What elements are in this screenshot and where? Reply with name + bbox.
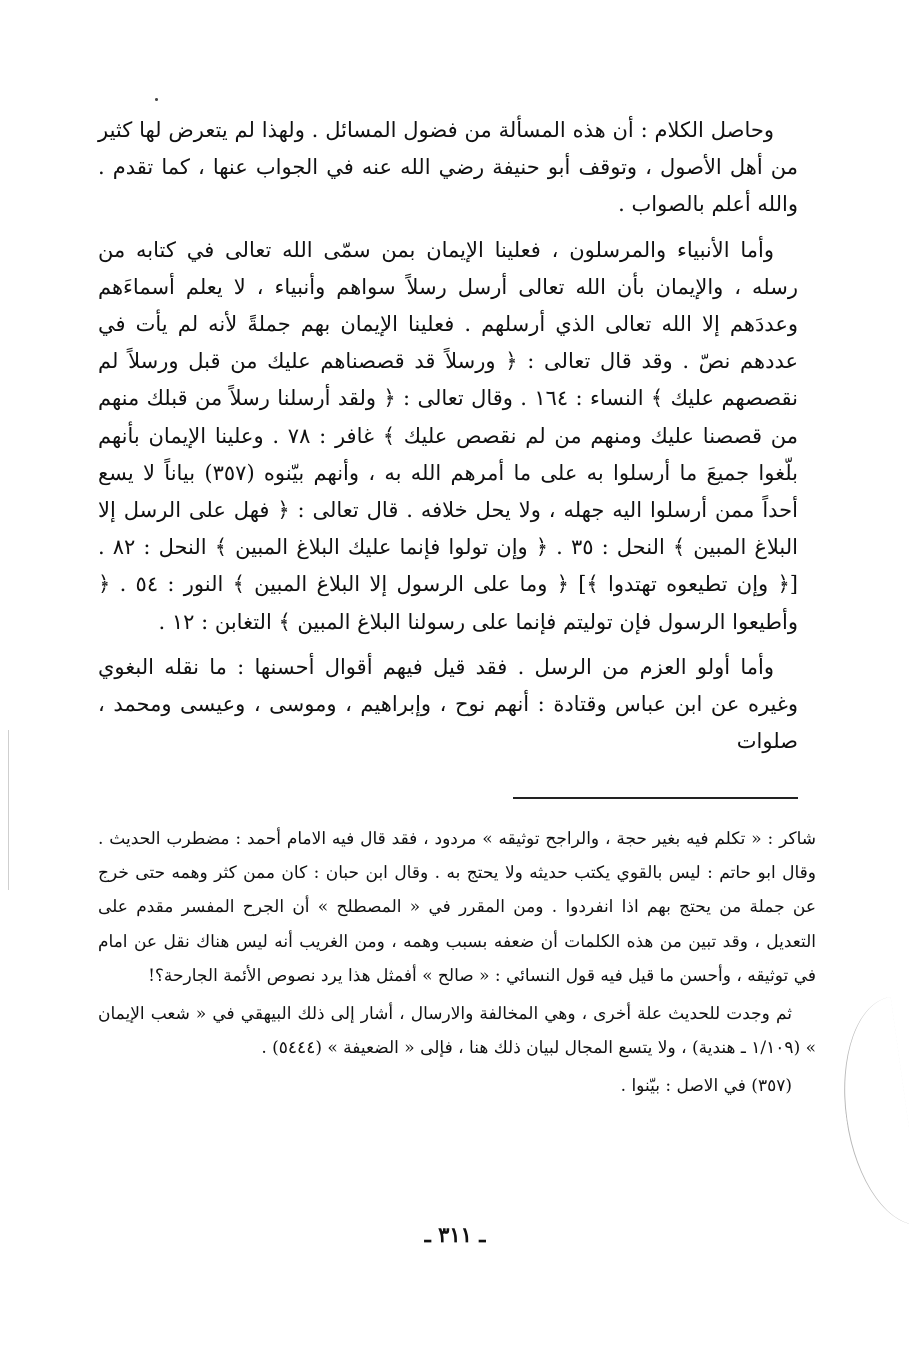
page-curl-shadow (830, 997, 909, 1233)
scan-edge-line (8, 730, 9, 890)
footnote-shakir: شاكر : « تكلم فيه بغير حجة ، والراجح توثيقه » مردود ، فقد قال فيه الامام أحمد : مضطرب الحديث . وقال ابو حاتم : ليس بالقوي يكتب حديثه ولا يحتج به . وقال ابن حبان : كان ممن كثر وهمه حتى خرج عن جملة من يحتج بهم اذا انفردوا . ومن المقرر في « المصطلح » أن الجرح المفسر مقدم على التعديل ، وقد تبين من هذه الكلمات أن ضعفه بسبب وهمه ، ومن الغريب أنه ليس هناك نقل عن امام في توثيقه ، وأحسن ما قيل فيه قول النسائي : « صالح » أفمثل هذا يرد نصوص الأئمة الجارحة؟! (98, 829, 816, 986)
footnotes (98, 822, 816, 1108)
footnote-357: (٣٥٧) في الاصل : بيّنوا . (620, 1076, 792, 1097)
main-text (98, 112, 798, 768)
footnote-illah: ثم وجدت للحديث علة أخرى ، وهي المخالفة والارسال ، أشار إلى ذلك البيهقي في « شعب الإيمان » (١/١٠٩ ـ هندية) ، ولا يتسع المجال لبيان ذلك هنا ، فإلى « الضعيفة » (٥٤٤٤) . (98, 1004, 816, 1059)
ink-speck (155, 98, 158, 101)
paragraph-ulul-azm: وأما أولو العزم من الرسل . فقد قيل فيهم أقوال أحسنها : ما نقله البغوي وغيره عن ابن عباس وقتادة : أنهم نوح ، وإبراهيم ، وموسى ، وعيسى ومحمد ، صلوات (98, 654, 798, 754)
footnote-separator (513, 797, 798, 799)
paragraph-conclusion: وحاصل الكلام : أن هذه المسألة من فضول المسائل . ولهذا لم يتعرض لها كثير من أهل الأصول ، وتوقف أبو حنيفة رضي الله عنه في الجواب عنها ، كما تقدم . والله أعلم بالصواب . (98, 118, 798, 217)
paragraph-prophets: وأما الأنبياء والمرسلون ، فعلينا الإيمان بمن سمّى الله تعالى في كتابه من رسله ، والإيمان بأن الله تعالى أرسل رسلاً سواهم وأنبياء ، لا يعلم أسماءَهم وعددَهم إلا الله تعالى الذي أرسلهم . فعلينا الإيمان بهم جملةً لأنه لم يأت في عددهم نصّ . وقد قال تعالى : ﴿ ورسلاً قد قصصناهم عليك من قبل ورسلاً لم نقصصهم عليك ﴾ النساء : ١٦٤ . وقال تعالى : ﴿ ولقد أرسلنا رسلاً من قبلك منهم من قصصنا عليك ومنهم من لم نقصص عليك ﴾ غافر : ٧٨ . وعلينا الإيمان بأنهم بلّغوا جميعَ ما أرسلوا به على ما أمرهم الله به ، وأنهم بيّنوه (٣٥٧) بياناً لا يسع أحداً ممن أرسلوا اليه جهله ، ولا يحل خلافه . قال تعالى : ﴿ فهل على الرسل إلا البلاغ المبين ﴾ النحل : ٣٥ . ﴿ وإن تولوا فإنما عليك البلاغ المبين ﴾ النحل : ٨٢ . [﴿ وإن تطيعوه تهتدوا ﴾] ﴿ وما على الرسول إلا البلاغ المبين ﴾ النور : ٥٤ . ﴿ وأطيعوا الرسول فإن توليتم فإنما على رسولنا البلاغ المبين ﴾ التغابن : ١٢ . (98, 237, 799, 634)
page-number: ـ ٣١١ ـ (424, 1222, 486, 1247)
